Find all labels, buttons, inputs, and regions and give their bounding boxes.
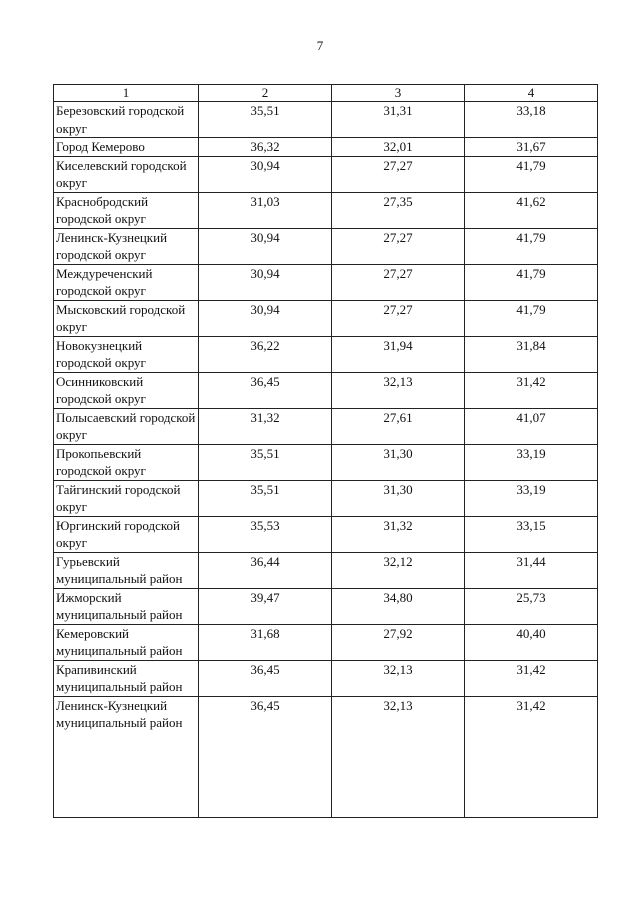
table-row <box>54 156 598 192</box>
value-cell: 36,32 <box>199 138 332 157</box>
value-cell: 35,53 <box>199 516 332 552</box>
row-name-cell: Краснобродский городской округ <box>54 192 199 228</box>
value-cell: 31,32 <box>332 516 465 552</box>
value-cell: 31,42 <box>465 696 598 817</box>
row-name-cell: Ленинск-Кузнецкий городской округ <box>54 228 199 264</box>
data-table <box>53 84 598 818</box>
table-row <box>54 300 598 336</box>
table-row <box>54 138 598 157</box>
table-row <box>54 516 598 552</box>
table-row <box>54 408 598 444</box>
row-name-cell: Крапивинский муниципальный район <box>54 660 199 696</box>
value-cell: 41,79 <box>465 228 598 264</box>
row-name-cell: Новокузнецкий городской округ <box>54 336 199 372</box>
value-cell: 27,27 <box>332 228 465 264</box>
value-cell: 41,79 <box>465 156 598 192</box>
row-name-cell: Гурьевский муниципальный район <box>54 552 199 588</box>
table-row <box>54 336 598 372</box>
value-cell: 31,42 <box>465 660 598 696</box>
table-row <box>54 372 598 408</box>
value-cell: 31,31 <box>332 102 465 138</box>
value-cell: 31,67 <box>465 138 598 157</box>
value-cell: 35,51 <box>199 444 332 480</box>
value-cell: 36,22 <box>199 336 332 372</box>
row-name-cell: Тайгинский городской округ <box>54 480 199 516</box>
value-cell: 27,27 <box>332 300 465 336</box>
value-cell: 34,80 <box>332 588 465 624</box>
value-cell: 30,94 <box>199 300 332 336</box>
value-cell: 33,19 <box>465 480 598 516</box>
table-row <box>54 588 598 624</box>
value-cell: 27,61 <box>332 408 465 444</box>
value-cell: 31,30 <box>332 480 465 516</box>
value-cell: 27,27 <box>332 264 465 300</box>
value-cell: 32,13 <box>332 372 465 408</box>
table-row <box>54 552 598 588</box>
value-cell: 27,92 <box>332 624 465 660</box>
column-header: 3 <box>332 85 465 102</box>
value-cell: 32,12 <box>332 552 465 588</box>
table-body <box>54 102 598 818</box>
column-header: 1 <box>54 85 199 102</box>
value-cell: 32,13 <box>332 660 465 696</box>
value-cell: 35,51 <box>199 480 332 516</box>
table-row <box>54 660 598 696</box>
value-cell: 31,30 <box>332 444 465 480</box>
table-row <box>54 624 598 660</box>
value-cell: 31,84 <box>465 336 598 372</box>
table-row <box>54 444 598 480</box>
table-row <box>54 102 598 138</box>
row-name-cell: Ленинск-Кузнецкий муниципальный район <box>54 696 199 817</box>
value-cell: 27,35 <box>332 192 465 228</box>
table-row <box>54 264 598 300</box>
table-row <box>54 696 598 817</box>
value-cell: 39,47 <box>199 588 332 624</box>
value-cell: 40,40 <box>465 624 598 660</box>
value-cell: 41,07 <box>465 408 598 444</box>
page-number: 7 <box>316 38 324 53</box>
header-row <box>54 85 598 102</box>
row-name-cell: Юргинский городской округ <box>54 516 199 552</box>
value-cell: 30,94 <box>199 228 332 264</box>
row-name-cell: Киселевский городской округ <box>54 156 199 192</box>
value-cell: 25,73 <box>465 588 598 624</box>
value-cell: 31,42 <box>465 372 598 408</box>
value-cell: 36,44 <box>199 552 332 588</box>
value-cell: 31,32 <box>199 408 332 444</box>
row-name-cell: Ижморский муниципальный район <box>54 588 199 624</box>
table-row <box>54 480 598 516</box>
value-cell: 32,01 <box>332 138 465 157</box>
row-name-cell: Кемеровский муниципальный район <box>54 624 199 660</box>
table-row <box>54 192 598 228</box>
row-name-cell: Город Кемерово <box>54 138 199 157</box>
column-header: 2 <box>199 85 332 102</box>
value-cell: 31,03 <box>199 192 332 228</box>
value-cell: 31,44 <box>465 552 598 588</box>
row-name-cell: Прокопьевский городской округ <box>54 444 199 480</box>
value-cell: 41,79 <box>465 300 598 336</box>
value-cell: 33,18 <box>465 102 598 138</box>
row-name-cell: Осинниковский городской округ <box>54 372 199 408</box>
value-cell: 41,79 <box>465 264 598 300</box>
value-cell: 33,15 <box>465 516 598 552</box>
value-cell: 33,19 <box>465 444 598 480</box>
row-name-cell: Полысаевский городской округ <box>54 408 199 444</box>
value-cell: 36,45 <box>199 372 332 408</box>
value-cell: 41,62 <box>465 192 598 228</box>
row-name-cell: Березовский городской округ <box>54 102 199 138</box>
column-header: 4 <box>465 85 598 102</box>
value-cell: 31,68 <box>199 624 332 660</box>
value-cell: 35,51 <box>199 102 332 138</box>
value-cell: 32,13 <box>332 696 465 817</box>
row-name-cell: Междуреченский городской округ <box>54 264 199 300</box>
row-name-cell: Мысковский городской округ <box>54 300 199 336</box>
value-cell: 30,94 <box>199 264 332 300</box>
value-cell: 30,94 <box>199 156 332 192</box>
value-cell: 36,45 <box>199 660 332 696</box>
value-cell: 27,27 <box>332 156 465 192</box>
value-cell: 36,45 <box>199 696 332 817</box>
table-row <box>54 228 598 264</box>
value-cell: 31,94 <box>332 336 465 372</box>
